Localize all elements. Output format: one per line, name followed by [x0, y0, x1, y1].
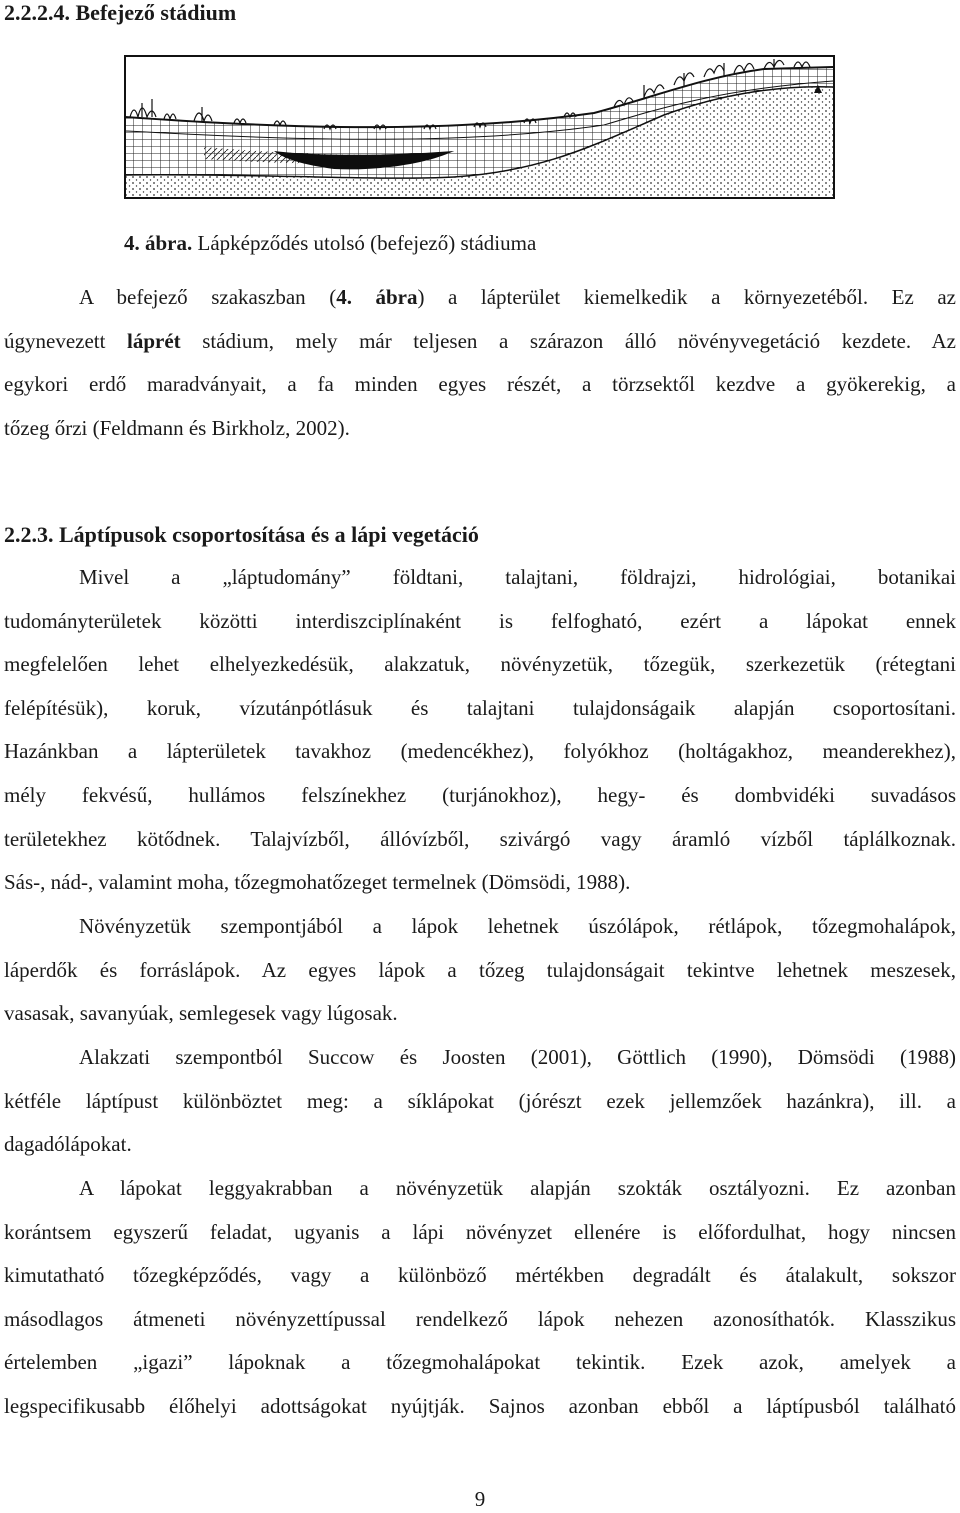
paragraph-2	[4, 556, 956, 905]
text-line: felépítésük), koruk, vízutánpótlásuk és talajtani tulajdonságaik alapján csoportosítani.	[4, 695, 956, 720]
text-line: legspecifikusabb élőhelyi adottságokat nyújtják. Sajnos azonban ebből a láptípusból található	[4, 1393, 956, 1418]
text-line: megfelelően lehet elhelyezkedésük, alakzatuk, növényzetük, tőzegük, szerkezetük (rétegtani	[4, 652, 956, 677]
text-line: A lápokat leggyakrabban a növényzetük alapján szokták osztályozni. Ez azonban	[79, 1176, 956, 1200]
text-line: másodlagos átmeneti növényzettípussal rendelkező lápok nehezen azonosíthatók. Klasszikus	[4, 1306, 956, 1331]
figure-label: 4. ábra.	[124, 231, 193, 255]
text-line: mély fekvésű, hullámos felszínekhez (turjánokhoz), hegy- és dombvidéki suvadásos	[4, 782, 956, 807]
text-line: Hazánkban a lápterületek tavakhoz (medencékhez), folyókhoz (holtágakhoz, meanderekhez),	[4, 739, 956, 764]
paragraph-5	[4, 1167, 956, 1429]
text-line: kimutatható tőzegképződés, vagy a különböző mértékben degradált és átalakult, sokszor	[4, 1263, 956, 1288]
figure-caption: Lápképződés utolsó (befejező) stádiuma	[197, 231, 537, 255]
text-line: tudományterületek közötti interdiszciplínaként is felfogható, ezért a lápokat ennek	[4, 608, 956, 633]
text-line: területekhez kötődnek. Talajvízből, állóvízből, szivárgó vagy áramló vízből táplálkoznak.	[4, 826, 956, 851]
text-line: vasasak, savanyúak, semlegesek vagy lúgosak.	[4, 1001, 398, 1026]
text-line: egykori erdő maradványait, a fa minden egyes részét, a törzsektől kezdve a gyökerekig, a	[4, 372, 956, 397]
section-heading: 2.2.3. Láptípusok csoportosítása és a lápi vegetáció	[4, 522, 479, 547]
text-line: kétféle láptípust különböztet meg: a síklápokat (jórészt ezek jellemzőek hazánkra), ill. a	[4, 1088, 956, 1113]
text-line: Sás-, nád-, valamint moha, tőzegmohatőzeget termelnek (Dömsödi, 1988).	[4, 870, 631, 895]
section-heading: 2.2.2.4. Befejező stádium	[4, 0, 237, 25]
text-line: úgynevezett láprét stádium, mely már teljesen a szárazon álló növényvegetáció kezdete. Az	[4, 328, 956, 353]
text-line: Mivel a „láptudomány” földtani, talajtani, földrajzi, hidrológiai, botanikai	[79, 565, 956, 589]
paragraph-1	[4, 276, 956, 450]
page-number: 9	[474, 1487, 486, 1511]
text-line: értelemben „igazi” lápoknak a tőzegmohalápokat tekintik. Ezek azok, amelyek a	[4, 1350, 956, 1375]
text-line: tőzeg őrzi (Feldmann és Birkholz, 2002).	[4, 415, 350, 440]
text-line: Alakzati szempontból Succow és Joosten (2001), Göttlich (1990), Dömsödi (1988)	[79, 1045, 956, 1069]
text-line: A befejező szakaszban (4. ábra) a lápterület kiemelkedik a környezetéből. Ez az	[79, 285, 956, 309]
paragraph-4	[4, 1036, 956, 1167]
text-line: Növényzetük szempontjából a lápok lehetnek úszólápok, rétlápok, tőzegmohalápok,	[79, 914, 956, 938]
text-line: dagadólápokat.	[4, 1132, 132, 1157]
paragraph-3	[4, 905, 956, 1036]
text-line: láperdők és forráslápok. Az egyes lápok a tőzeg tulajdonságait tekintve lehetnek meszesek,	[4, 957, 956, 982]
text-line: korántsem egyszerű feladat, ugyanis a lápi növényzet ellenére is előfordulhat, hogy nincsen	[4, 1219, 956, 1244]
figure-4-bog-diagram	[124, 55, 835, 199]
